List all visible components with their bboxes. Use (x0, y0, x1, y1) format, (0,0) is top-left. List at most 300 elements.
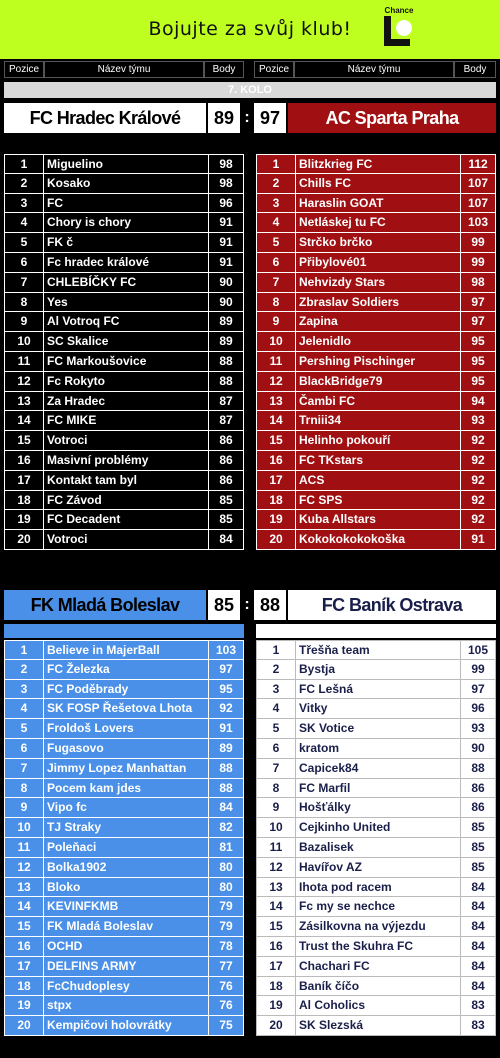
team-points: 89 (209, 312, 244, 332)
table-row (4, 739, 244, 759)
team-name: Trust the Skuhra FC (296, 937, 461, 957)
team-name: FC Lešná (296, 680, 461, 700)
team-name: TJ Straky (44, 818, 209, 838)
team-position: 3 (4, 680, 44, 700)
table-row (4, 451, 244, 471)
team-position: 12 (4, 858, 44, 878)
team-points: 92 (461, 431, 496, 451)
table-row (256, 372, 496, 392)
team-name: Přibylové01 (296, 253, 461, 273)
table-row (4, 392, 244, 412)
table-row (256, 917, 496, 937)
team-name: FC Železka (44, 660, 209, 680)
team-position: 1 (256, 640, 296, 660)
team-points: 85 (461, 838, 496, 858)
team-points: 84 (209, 798, 244, 818)
team-position: 6 (4, 253, 44, 273)
table-row (256, 640, 496, 660)
team-points: 79 (209, 897, 244, 917)
team-points: 88 (209, 372, 244, 392)
match-2-home-table (4, 640, 244, 1036)
team-name: SK Votice (296, 719, 461, 739)
team-points: 86 (461, 798, 496, 818)
team-position: 10 (256, 818, 296, 838)
team-points: 76 (209, 977, 244, 997)
team-points: 91 (209, 253, 244, 273)
team-position: 18 (256, 491, 296, 511)
table-row (4, 233, 244, 253)
team-position: 3 (4, 194, 44, 214)
team-name: Jimmy Lopez Manhattan (44, 759, 209, 779)
team-name: Vitky (296, 699, 461, 719)
table-row (4, 1016, 244, 1036)
team-points: 85 (461, 858, 496, 878)
team-name: Kokokokokokoška (296, 530, 461, 550)
table-row (256, 352, 496, 372)
team-points: 79 (209, 917, 244, 937)
team-name: Votroci (44, 530, 209, 550)
team-position: 10 (4, 818, 44, 838)
team-name: Fc my se nechce (296, 897, 461, 917)
team-position: 5 (256, 719, 296, 739)
team-points: 91 (209, 213, 244, 233)
team-position: 7 (4, 759, 44, 779)
team-points: 96 (461, 699, 496, 719)
team-position: 3 (256, 680, 296, 700)
team-points: 84 (461, 897, 496, 917)
team-name: Zapina (296, 312, 461, 332)
team-name: FC Poděbrady (44, 680, 209, 700)
team-position: 6 (4, 739, 44, 759)
table-row (4, 491, 244, 511)
table-row (4, 213, 244, 233)
table-row (256, 451, 496, 471)
team-position: 6 (256, 253, 296, 273)
team-name: Bolka1902 (44, 858, 209, 878)
team-points: 107 (461, 194, 496, 214)
team-name: Believe in MajerBall (44, 640, 209, 660)
team-name: FcChudoplesy (44, 977, 209, 997)
team-name: Capicek84 (296, 759, 461, 779)
team-name: SK FOSP Řešetova Lhota (44, 699, 209, 719)
round-label: 7. KOLO (4, 82, 496, 98)
away-table-spacer (256, 624, 496, 638)
team-name: Hošťálky (296, 798, 461, 818)
table-row (4, 332, 244, 352)
table-row (4, 996, 244, 1016)
team-position: 12 (256, 858, 296, 878)
team-position: 5 (256, 233, 296, 253)
table-row (4, 897, 244, 917)
team-position: 19 (256, 996, 296, 1016)
team-name: Bazalisek (296, 838, 461, 858)
table-row (4, 411, 244, 431)
table-row (256, 818, 496, 838)
team-position: 11 (256, 352, 296, 372)
team-position: 8 (4, 293, 44, 313)
team-points: 105 (461, 640, 496, 660)
team-position: 15 (256, 917, 296, 937)
team-position: 1 (4, 640, 44, 660)
table-row (256, 996, 496, 1016)
team-position: 2 (4, 174, 44, 194)
match-2-header (4, 590, 496, 620)
team-points: 93 (461, 719, 496, 739)
team-points: 95 (461, 332, 496, 352)
team-position: 20 (256, 1016, 296, 1036)
table-row (256, 213, 496, 233)
team-position: 7 (256, 273, 296, 293)
team-position: 10 (256, 332, 296, 352)
team-name: DELFINS ARMY (44, 957, 209, 977)
chance-logo-icon (378, 6, 420, 54)
team-points: 85 (209, 491, 244, 511)
team-position: 14 (4, 897, 44, 917)
team-name: FC Decadent (44, 510, 209, 530)
team-points: 75 (209, 1016, 244, 1036)
table-row (256, 253, 496, 273)
team-position: 7 (4, 273, 44, 293)
team-position: 10 (4, 332, 44, 352)
team-points: 78 (209, 937, 244, 957)
table-row (4, 719, 244, 739)
team-points: 97 (461, 312, 496, 332)
team-name: ACS (296, 471, 461, 491)
team-name: Masivní problémy (44, 451, 209, 471)
team-points: 80 (209, 878, 244, 898)
score-separator: : (244, 109, 250, 126)
table-row (256, 510, 496, 530)
team-name: Baník číčo (296, 977, 461, 997)
team-name: Chills FC (296, 174, 461, 194)
team-points: 81 (209, 838, 244, 858)
team-points: 90 (209, 273, 244, 293)
team-position: 16 (4, 937, 44, 957)
team-points: 88 (461, 759, 496, 779)
team-position: 4 (4, 213, 44, 233)
table-row (4, 471, 244, 491)
table-row (256, 273, 496, 293)
table-row (4, 640, 244, 660)
team-name: Haraslin GOAT (296, 194, 461, 214)
team-points: 98 (209, 154, 244, 174)
table-row (4, 660, 244, 680)
team-points: 92 (461, 471, 496, 491)
team-points: 98 (461, 273, 496, 293)
table-row (4, 154, 244, 174)
team-points: 95 (209, 680, 244, 700)
home-team-name: FC Hradec Králové (4, 103, 206, 133)
home-table-spacer (4, 624, 244, 638)
team-name: Blitzkrieg FC (296, 154, 461, 174)
table-row (256, 154, 496, 174)
table-row (4, 510, 244, 530)
table-row (256, 411, 496, 431)
table-row (4, 194, 244, 214)
promo-banner (0, 0, 500, 59)
table-row (256, 838, 496, 858)
team-points: 84 (461, 977, 496, 997)
team-name: FC MIKE (44, 411, 209, 431)
team-name: Bloko (44, 878, 209, 898)
team-name: Nehvizdy Stars (296, 273, 461, 293)
team-points: 95 (461, 372, 496, 392)
team-name: Poleňaci (44, 838, 209, 858)
team-name: BlackBridge79 (296, 372, 461, 392)
table-row (256, 431, 496, 451)
team-name: Fugasovo (44, 739, 209, 759)
table-row (256, 779, 496, 799)
team-points: 93 (461, 411, 496, 431)
team-name: Votroci (44, 431, 209, 451)
table-row (256, 699, 496, 719)
team-name: FC (44, 194, 209, 214)
team-points: 76 (209, 996, 244, 1016)
team-name: Fc Rokyto (44, 372, 209, 392)
match-1-away-table (256, 154, 496, 550)
team-points: 87 (209, 411, 244, 431)
table-row (4, 858, 244, 878)
team-points: 86 (209, 451, 244, 471)
table-row (256, 759, 496, 779)
team-points: 92 (461, 491, 496, 511)
table-row (256, 660, 496, 680)
team-points: 86 (461, 779, 496, 799)
team-points: 84 (461, 917, 496, 937)
team-name: Zásilkovna na výjezdu (296, 917, 461, 937)
team-position: 17 (4, 471, 44, 491)
table-row (256, 897, 496, 917)
table-row (4, 680, 244, 700)
away-team-name: FC Baník Ostrava (288, 590, 496, 620)
team-name: Pershing Pischinger (296, 352, 461, 372)
team-name: Netláskej tu FC (296, 213, 461, 233)
team-name: kratom (296, 739, 461, 759)
team-points: 89 (209, 332, 244, 352)
table-row (4, 977, 244, 997)
match-1-header (4, 103, 496, 133)
table-row (256, 977, 496, 997)
team-name: OCHD (44, 937, 209, 957)
team-name: Bystja (296, 660, 461, 680)
table-row (4, 818, 244, 838)
table-row (256, 1016, 496, 1036)
table-row (256, 878, 496, 898)
team-name: Al Coholics (296, 996, 461, 1016)
table-row (4, 431, 244, 451)
team-points: 88 (209, 779, 244, 799)
away-team-name: AC Sparta Praha (288, 103, 496, 133)
team-points: 92 (461, 451, 496, 471)
team-position: 19 (256, 510, 296, 530)
table-row (256, 937, 496, 957)
team-name: FC Marfil (296, 779, 461, 799)
header-name-left: Název týmu (44, 61, 204, 78)
team-points: 99 (461, 253, 496, 273)
team-position: 4 (256, 213, 296, 233)
table-row (256, 392, 496, 412)
team-position: 3 (256, 194, 296, 214)
table-row (256, 719, 496, 739)
team-position: 4 (256, 699, 296, 719)
team-position: 18 (4, 491, 44, 511)
team-points: 103 (461, 213, 496, 233)
match-2-away-table (256, 640, 496, 1036)
team-name: Kuba Allstars (296, 510, 461, 530)
team-points: 84 (461, 957, 496, 977)
logo-text: Chance (384, 6, 414, 15)
table-row (256, 957, 496, 977)
table-row (4, 273, 244, 293)
team-points: 85 (209, 510, 244, 530)
team-name: Pocem kam jdes (44, 779, 209, 799)
team-points: 84 (209, 530, 244, 550)
table-row (4, 253, 244, 273)
team-position: 13 (4, 878, 44, 898)
banner-text: Bojujte za svůj klub! (148, 18, 352, 40)
team-name: Kempičovi holovrátky (44, 1016, 209, 1036)
team-position: 16 (256, 451, 296, 471)
team-name: Zbraslav Soldiers (296, 293, 461, 313)
team-points: 83 (461, 996, 496, 1016)
table-row (256, 798, 496, 818)
team-points: 95 (461, 352, 496, 372)
team-position: 17 (256, 471, 296, 491)
team-position: 8 (256, 779, 296, 799)
team-points: 83 (461, 1016, 496, 1036)
table-row (256, 680, 496, 700)
team-position: 8 (256, 293, 296, 313)
team-points: 86 (209, 431, 244, 451)
team-name: KEVINFKMB (44, 897, 209, 917)
team-position: 20 (256, 530, 296, 550)
team-points: 80 (209, 858, 244, 878)
team-points: 99 (461, 233, 496, 253)
team-points: 91 (209, 719, 244, 739)
team-name: FC SPS (296, 491, 461, 511)
team-points: 90 (209, 293, 244, 313)
team-position: 18 (256, 977, 296, 997)
home-team-name: FK Mladá Boleslav (4, 590, 206, 620)
table-row (256, 293, 496, 313)
team-position: 15 (4, 431, 44, 451)
team-points: 97 (461, 680, 496, 700)
table-row (4, 312, 244, 332)
table-row (4, 838, 244, 858)
header-pos-left: Pozice (4, 61, 44, 78)
team-position: 18 (4, 977, 44, 997)
table-row (256, 471, 496, 491)
team-points: 97 (209, 660, 244, 680)
team-name: Třešňa team (296, 640, 461, 660)
table-row (256, 233, 496, 253)
team-position: 19 (4, 996, 44, 1016)
chance-logo (378, 6, 420, 54)
table-row (4, 878, 244, 898)
team-points: 96 (209, 194, 244, 214)
team-position: 14 (256, 411, 296, 431)
team-position: 5 (4, 719, 44, 739)
team-points: 97 (461, 293, 496, 313)
team-position: 9 (4, 312, 44, 332)
team-points: 84 (461, 878, 496, 898)
team-points: 84 (461, 937, 496, 957)
team-position: 20 (4, 530, 44, 550)
team-position: 11 (4, 352, 44, 372)
team-name: CHLEBÍČKY FC (44, 273, 209, 293)
team-name: Vipo fc (44, 798, 209, 818)
team-name: SK Slezská (296, 1016, 461, 1036)
team-position: 13 (256, 392, 296, 412)
team-points: 91 (461, 530, 496, 550)
team-position: 19 (4, 510, 44, 530)
home-score: 89 (208, 103, 240, 133)
team-position: 9 (256, 312, 296, 332)
team-position: 15 (256, 431, 296, 451)
team-name: Al Votroq FC (44, 312, 209, 332)
team-position: 15 (4, 917, 44, 937)
team-points: 91 (209, 233, 244, 253)
team-name: FC TKstars (296, 451, 461, 471)
team-position: 1 (4, 154, 44, 174)
team-position: 20 (4, 1016, 44, 1036)
team-points: 89 (209, 739, 244, 759)
table-row (4, 779, 244, 799)
score-separator: : (244, 596, 250, 613)
team-position: 13 (4, 392, 44, 412)
team-name: Trniii34 (296, 411, 461, 431)
team-name: Ihota pod racem (296, 878, 461, 898)
table-row (256, 174, 496, 194)
table-row (256, 332, 496, 352)
team-position: 17 (4, 957, 44, 977)
team-name: Miguelino (44, 154, 209, 174)
table-row (4, 699, 244, 719)
team-name: Jelenidlo (296, 332, 461, 352)
home-score: 85 (208, 590, 240, 620)
team-name: Chachari FC (296, 957, 461, 977)
team-name: Fc hradec králové (44, 253, 209, 273)
team-name: Strčko brčko (296, 233, 461, 253)
team-position: 9 (4, 798, 44, 818)
team-position: 9 (256, 798, 296, 818)
table-row (256, 530, 496, 550)
team-position: 5 (4, 233, 44, 253)
team-position: 17 (256, 957, 296, 977)
team-position: 6 (256, 739, 296, 759)
table-row (4, 530, 244, 550)
team-points: 88 (209, 759, 244, 779)
team-position: 13 (256, 878, 296, 898)
team-name: Chory is chory (44, 213, 209, 233)
team-position: 14 (4, 411, 44, 431)
away-score: 88 (254, 590, 286, 620)
team-points: 77 (209, 957, 244, 977)
team-points: 82 (209, 818, 244, 838)
table-row (256, 858, 496, 878)
team-name: FC Závod (44, 491, 209, 511)
team-name: Čambi FC (296, 392, 461, 412)
team-position: 16 (4, 451, 44, 471)
table-row (4, 352, 244, 372)
table-row (4, 798, 244, 818)
match-1-home-table (4, 154, 244, 550)
table-row (4, 174, 244, 194)
team-position: 8 (4, 779, 44, 799)
table-row (4, 372, 244, 392)
team-name: Havířov AZ (296, 858, 461, 878)
team-name: SC Skalice (44, 332, 209, 352)
